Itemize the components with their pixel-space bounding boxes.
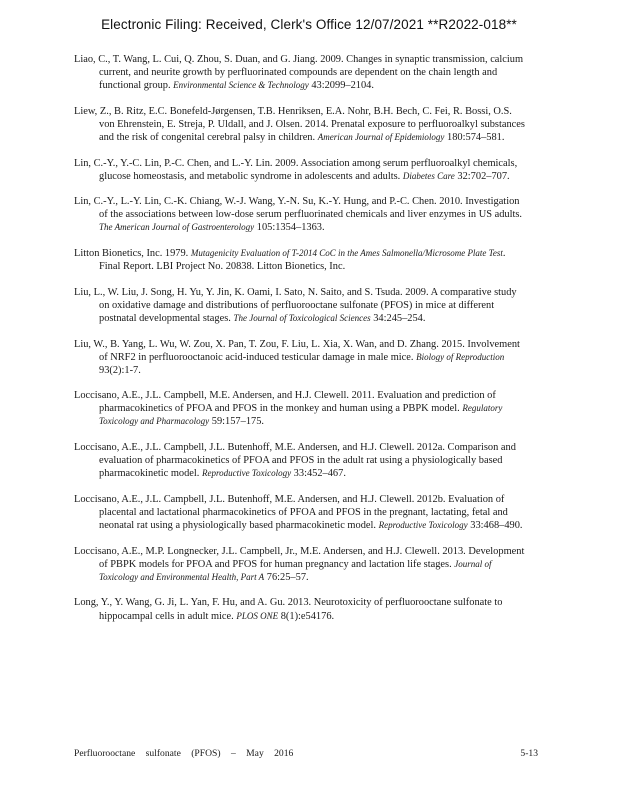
journal-title: Reproductive Toxicology: [378, 520, 468, 531]
reference-entry: Liew, Z., B. Ritz, E.C. Bonefeld-Jørgensen, T.B. Henriksen, E.A. Nohr, B.H. Bech, C. Fei, R. Bossi, O.S. von Ehrenstein, E. Streja, P. Uldall, and J. Olsen. 2014. Prenatal exposure to perfluoroalkyl substances and the risk of congenital cerebral palsy in children. American Journal of Epidemiology 180:574–581.: [74, 105, 525, 143]
report-title: Mutagenicity Evaluation of T-2014 CoC in the Ames Salmonella/Microsome Plate Test: [190, 248, 503, 259]
journal-title: The American Journal of Gastroenterology: [99, 222, 255, 233]
journal-title: Environmental Science & Technology: [173, 80, 309, 91]
footer-document-title: Perfluorooctane sulfonate (PFOS) – May 2016: [74, 748, 294, 759]
journal-title: Reproductive Toxicology: [202, 468, 292, 479]
journal-title: Biology of Reproduction: [416, 351, 505, 362]
reference-entry: Liu, W., B. Yang, L. Wu, W. Zou, X. Pan, T. Zou, F. Liu, L. Xia, X. Wan, and D. Zhang. 2015. Involvement of NRF2 in perfluorooctanoic acid-induced testicular damage in male mice. Biology of Reproduction 93(2):1-7.: [74, 338, 520, 376]
journal-title: American Journal of Epidemiology: [317, 131, 445, 142]
reference-entry: Loccisano, A.E., J.L. Campbell, J.L. Butenhoff, M.E. Andersen, and H.J. Clewell. 2012a. Comparison and evaluation of pharmacokinetics of PFOA and PFOS in the adult rat using a physiologically based pharmacokinetic model. Reproductive Toxicology 33:452–467.: [74, 442, 516, 480]
reference-entry: Lin, C.-Y., L.-Y. Lin, C.-K. Chiang, W.-J. Wang, Y.-N. Su, K.-Y. Hung, and P.-C. Chen. 2010. Investigation of the associations between low-dose serum perfluorinated chemicals and liver enzymes in US adults. The American Journal of Gastroenterology 105:1354–1363.: [74, 196, 523, 234]
reference-entry: Long, Y., Y. Wang, G. Ji, L. Yan, F. Hu, and A. Gu. 2013. Neurotoxicity of perfluorooctane sulfonate to hippocampal cells in adult mice. PLOS ONE 8(1):e54176.: [74, 597, 503, 622]
journal-title: Diabetes Care: [402, 170, 455, 181]
reference-entry: Loccisano, A.E., J.L. Campbell, J.L. Butenhoff, M.E. Andersen, and H.J. Clewell. 2012b. Evaluation of placental and lactational pharmacokinetics of PFOA and PFOS in the pregnant, lactating, fetal and neonatal rat using a physiologically based pharmacokinetic model. Reproductive Toxicology 33:468–490.: [74, 493, 523, 532]
reference-entry: Liao, C., T. Wang, L. Cui, Q. Zhou, S. Duan, and G. Jiang. 2009. Changes in synaptic transmission, calcium current, and neurite growth by perfluorinated compounds are dependent on the chain length and functional group. Environmental Science & Technology 43:2099–2104.: [74, 54, 524, 92]
reference-entry: Litton Bionetics, Inc. 1979. Mutagenicity Evaluation of T-2014 CoC in the Ames Salmonella/Microsome Plate Test. Final Report. LBI Project No. 20838. Litton Bionetics, Inc.: [74, 248, 506, 273]
reference-entry: Loccisano, A.E., J.L. Campbell, M.E. Andersen, and H.J. Clewell. 2011. Evaluation and prediction of pharmacokinetics of PFOA and PFOS in the monkey and human using a PBPK model. Regulatory Toxicology and Pharmacology 59:157–175.: [74, 390, 503, 428]
reference-entry: Liu, L., W. Liu, J. Song, H. Yu, Y. Jin, K. Oami, I. Sato, N. Saito, and S. Tsuda. 2009. A comparative study on oxidative damage and distributions of perfluorooctane sulfonate (PFOS) in mice at different postnatal developmental stages. The Journal of Toxicological Sciences 34:245–254.: [74, 286, 517, 324]
journal-title: Regulatory Toxicology and Pharmacology: [99, 403, 503, 427]
reference-list: [74, 53, 526, 635]
journal-title: Journal of Toxicology and Environmental Health, Part A: [99, 558, 492, 582]
journal-title: PLOS ONE: [236, 610, 279, 621]
journal-title: The Journal of Toxicological Sciences: [233, 312, 371, 323]
reference-entry: Loccisano, A.E., M.P. Longnecker, J.L. Campbell, Jr., M.E. Andersen, and H.J. Clewell. 2013. Development of PBPK models for PFOA and PFOS for human pregnancy and lactation life stages. Journal of Toxicology and Environmental Health, Part A 76:25–57.: [74, 545, 525, 583]
reference-entry: Lin, C.-Y., Y.-C. Lin, P.-C. Chen, and L.-Y. Lin. 2009. Association among serum perfluoroalkyl chemicals, glucose homeostasis, and metabolic syndrome in adolescents and adults. Diabetes Care 32:702–707.: [74, 157, 518, 182]
filing-header: Electronic Filing: Received, Clerk's Office 12/07/2021 **R2022-018**: [101, 17, 517, 32]
page-number: 5-13: [520, 748, 538, 759]
